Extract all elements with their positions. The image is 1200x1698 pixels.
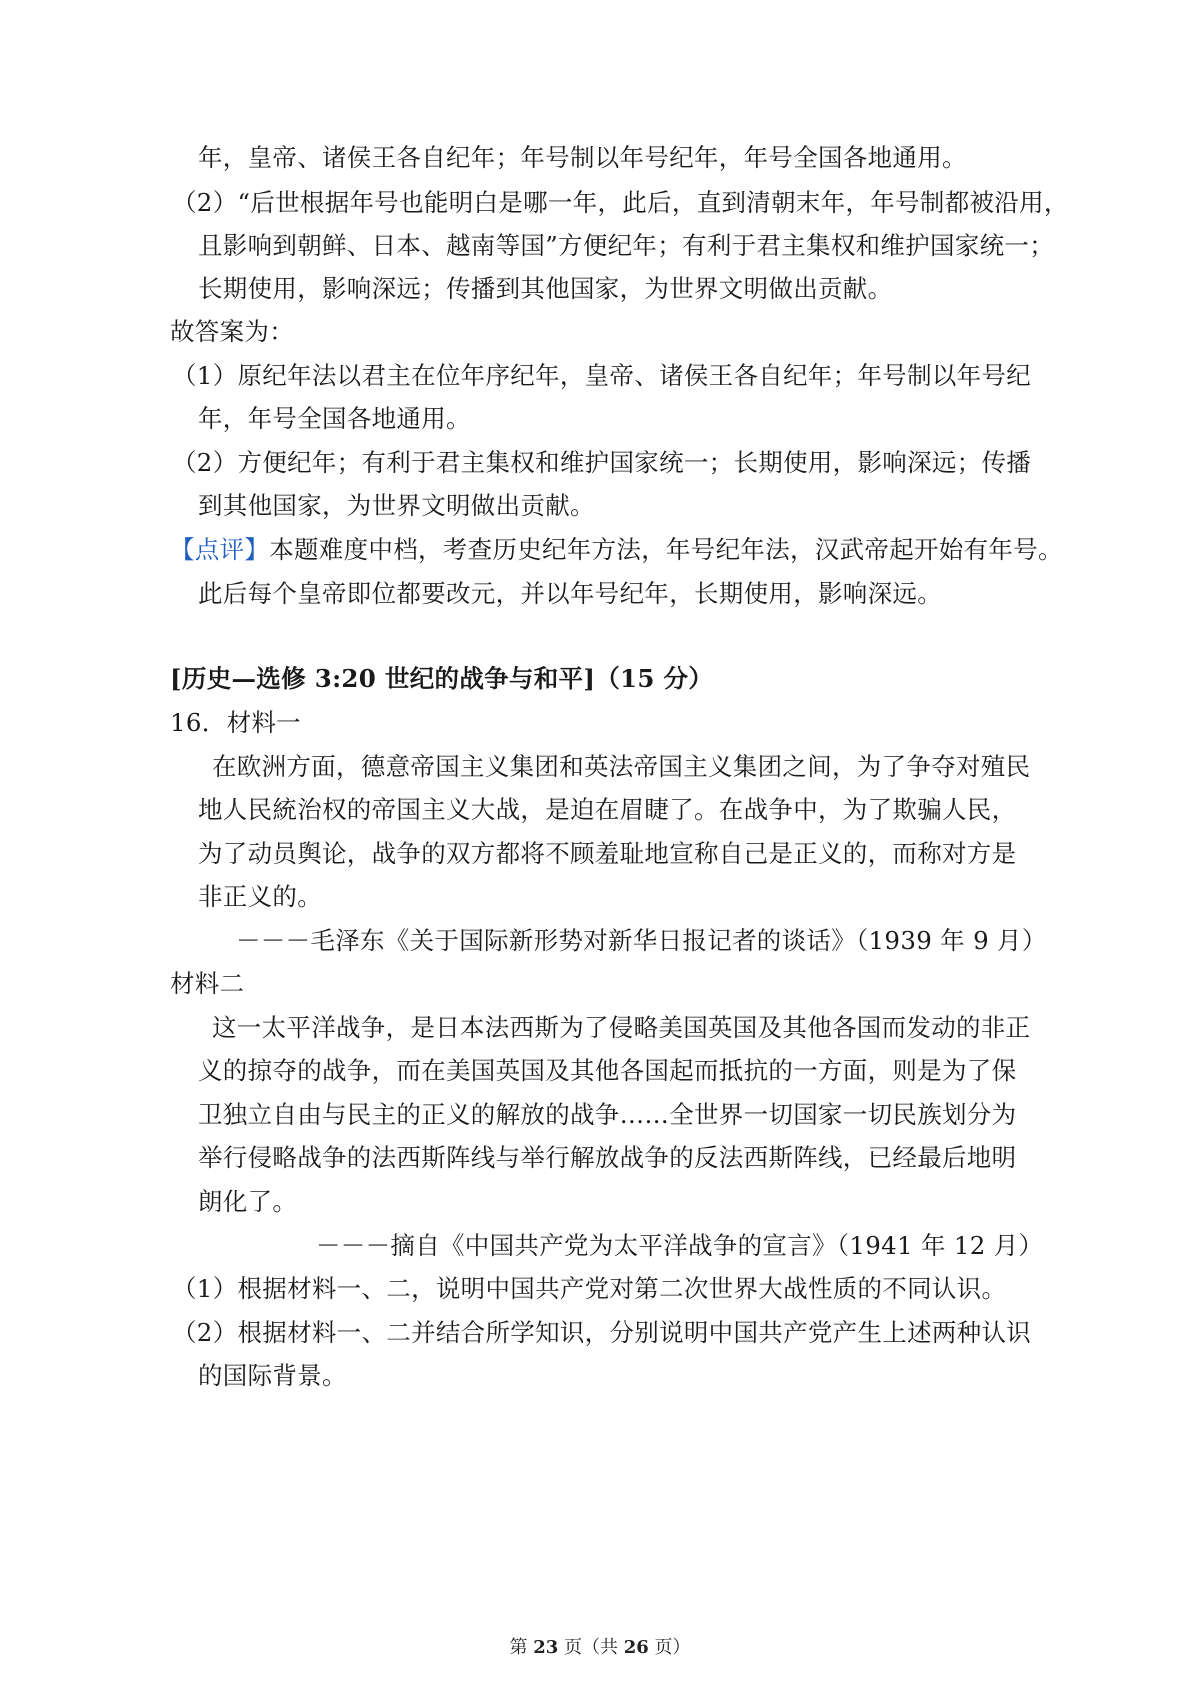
answer-label: 故答案为： bbox=[170, 317, 294, 346]
answer-line-4: 长期使用，影响深远；传播到其他国家，为世界文明做出贡献。 bbox=[198, 274, 893, 303]
section-heading: [历史—选修 3:20 世纪的战争与和平]（15 分） bbox=[170, 664, 714, 693]
comment-line-2: 此后每个皇帝即位都要改元，并以年号纪年，长期使用，影响深远。 bbox=[198, 579, 942, 608]
comment-text-a: 本题难度中档，考查历史纪年方法，年号纪年法，汉武帝起开始有年号。 bbox=[269, 535, 1063, 564]
comment-line-1 bbox=[170, 533, 1063, 567]
footer-total-pages: 26 bbox=[623, 1637, 649, 1658]
material-1-line-4: 非正义的。 bbox=[198, 882, 322, 911]
footer-page-number: 23 bbox=[533, 1637, 559, 1658]
answer-line-3: 且影响到朝鲜、日本、越南等国”方便纪年；有利于君主集权和维护国家统一； bbox=[198, 231, 1055, 260]
footer-suffix: 页） bbox=[654, 1637, 691, 1658]
material-2-line-1: 这一太平洋战争，是日本法西斯为了侵略美国英国及其他各国而发动的非正 bbox=[212, 1013, 1031, 1042]
sub-question-2a: （2）根据材料一、二并结合所学知识，分别说明中国共产党产生上述两种认识 bbox=[172, 1318, 1032, 1347]
comment-tag: 【点评】 bbox=[170, 535, 270, 564]
material-2-source: －－－摘自《中国共产党为太平洋战争的宣言》（1941 年 12 月） bbox=[316, 1231, 1044, 1260]
final-answer-1b: 年，年号全国各地通用。 bbox=[198, 404, 471, 433]
answer-line-1: 年，皇帝、诸侯王各自纪年；年号制以年号纪年，年号全国各地通用。 bbox=[198, 143, 967, 172]
material-1-source: －－－毛泽东《关于国际新形势对新华日报记者的谈话》（1939 年 9 月） bbox=[236, 926, 1047, 955]
answer-line-2: （2）“后世根据年号也能明白是哪一年，此后，直到清朝末年，年号制都被沿用， bbox=[172, 188, 1069, 217]
final-answer-2a: （2）方便纪年；有利于君主集权和维护国家统一；长期使用，影响深远；传播 bbox=[172, 448, 1032, 477]
material-2-line-4: 举行侵略战争的法西斯阵线与举行解放战争的反法西斯阵线，已经最后地明 bbox=[198, 1143, 1017, 1172]
material-1-line-3: 为了动员舆论，战争的双方都将不顾羞耻地宣称自己是正义的，而称对方是 bbox=[198, 839, 1017, 868]
material-1-line-2: 地人民統治权的帝国主义大战，是迫在眉睫了。在战争中，为了欺骗人民， bbox=[198, 795, 1017, 824]
footer-middle: 页（共 bbox=[564, 1637, 618, 1658]
sub-question-1: （1）根据材料一、二，说明中国共产党对第二次世界大战性质的不同认识。 bbox=[172, 1274, 1007, 1303]
question-number: 16．材料一 bbox=[170, 708, 301, 737]
material-1-line-1: 在欧洲方面，德意帝国主义集团和英法帝国主义集团之间，为了争夺对殖民 bbox=[212, 752, 1031, 781]
material-2-line-2: 义的掠夺的战争，而在美国英国及其他各国起而抵抗的一方面，则是为了保 bbox=[198, 1056, 1017, 1085]
material-2-label: 材料二 bbox=[170, 969, 245, 998]
page-footer bbox=[0, 1636, 1200, 1660]
final-answer-2b: 到其他国家，为世界文明做出贡献。 bbox=[198, 491, 595, 520]
material-2-line-3: 卫独立自由与民主的正义的解放的战争……全世界一切国家一切民族划分为 bbox=[198, 1100, 1017, 1129]
material-2-line-5: 朗化了。 bbox=[198, 1187, 298, 1216]
final-answer-1a: （1）原纪年法以君主在位年序纪年，皇帝、诸侯王各自纪年；年号制以年号纪 bbox=[172, 361, 1032, 390]
sub-question-2b: 的国际背景。 bbox=[198, 1361, 347, 1390]
footer-prefix: 第 bbox=[509, 1637, 528, 1658]
